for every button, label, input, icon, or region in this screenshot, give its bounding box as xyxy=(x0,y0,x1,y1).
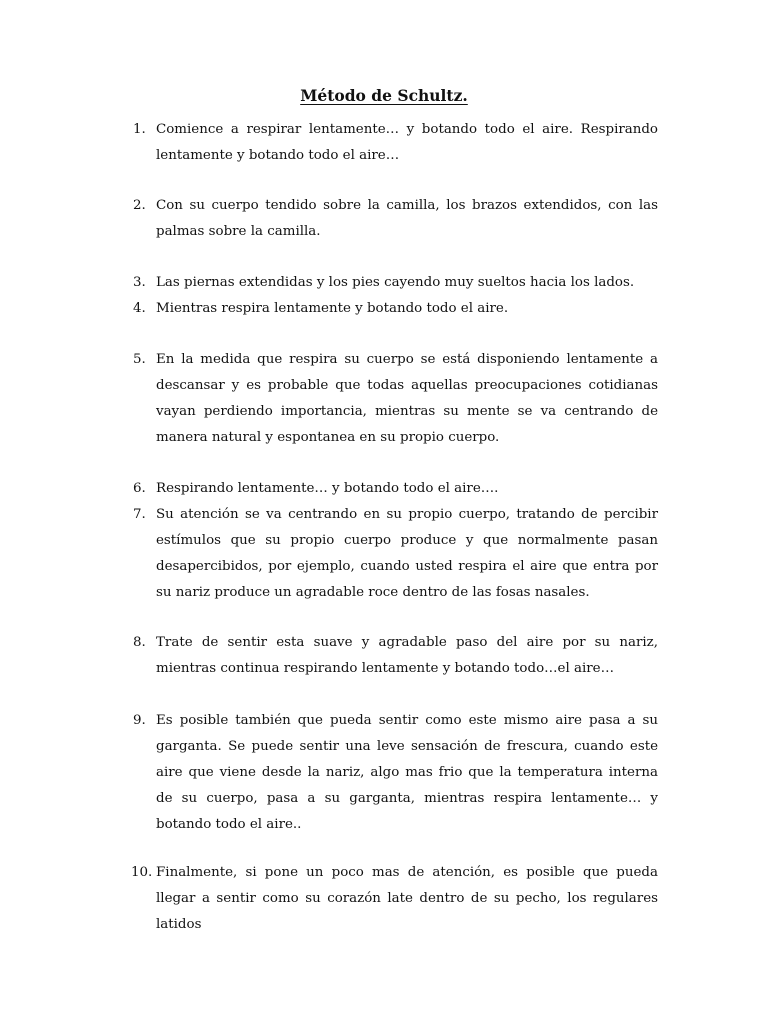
item-number: 5. xyxy=(133,352,146,367)
item-number: 7. xyxy=(133,507,146,522)
item-text: Respirando lentamente… y botando todo el aire…. xyxy=(156,481,499,496)
page-title: Método de Schultz. xyxy=(300,86,468,105)
item-text: Mientras respira lentamente y botando todo el aire. xyxy=(156,301,509,316)
item-number: 8. xyxy=(133,635,146,650)
item-number: 4. xyxy=(133,301,146,316)
item-text: Es posible también que pueda sentir como este mismo aire pasa a su garganta. Se puede sentir una leve sensación de frescura, cuando este aire que viene desde la nariz, algo mas frio que la temperatura interna de su cuerpo, pasa a su garganta, mientras respira lentamente… y botando todo el aire.. xyxy=(156,713,658,832)
item-number: 10. xyxy=(131,865,153,880)
item-number: 2. xyxy=(133,198,146,213)
item-number: 6. xyxy=(133,481,146,496)
item-text: Con su cuerpo tendido sobre la camilla, los brazos extendidos, con las palmas sobre la camilla. xyxy=(156,198,658,239)
item-text: Las piernas extendidas y los pies cayendo muy sueltos hacia los lados. xyxy=(156,275,635,290)
item-number: 9. xyxy=(133,713,146,728)
item-number: 3. xyxy=(133,275,146,290)
item-text: Trate de sentir esta suave y agradable paso del aire por su nariz, mientras continua respirando lentamente y botando todo…el aire… xyxy=(156,635,658,676)
item-number: 1. xyxy=(133,122,146,137)
item-text: Su atención se va centrando en su propio cuerpo, tratando de percibir estímulos que su propio cuerpo produce y que normalmente pasan desapercibidos, por ejemplo, cuando usted respira el aire que entra por su nariz produce un agradable roce dentro de las fosas nasales. xyxy=(156,507,658,600)
item-text: En la medida que respira su cuerpo se está disponiendo lentamente a descansar y es probable que todas aquellas preocupaciones cotidianas vayan perdiendo importancia, mientras su mente se va centrando de manera natural y espontanea en su propio cuerpo. xyxy=(156,352,658,445)
item-text: Comience a respirar lentamente… y botando todo el aire. Respirando lentamente y botando todo el aire… xyxy=(156,122,658,163)
item-text: Finalmente, si pone un poco mas de atención, es posible que pueda llegar a sentir como su corazón late dentro de su pecho, los regulares latidos xyxy=(156,865,658,932)
